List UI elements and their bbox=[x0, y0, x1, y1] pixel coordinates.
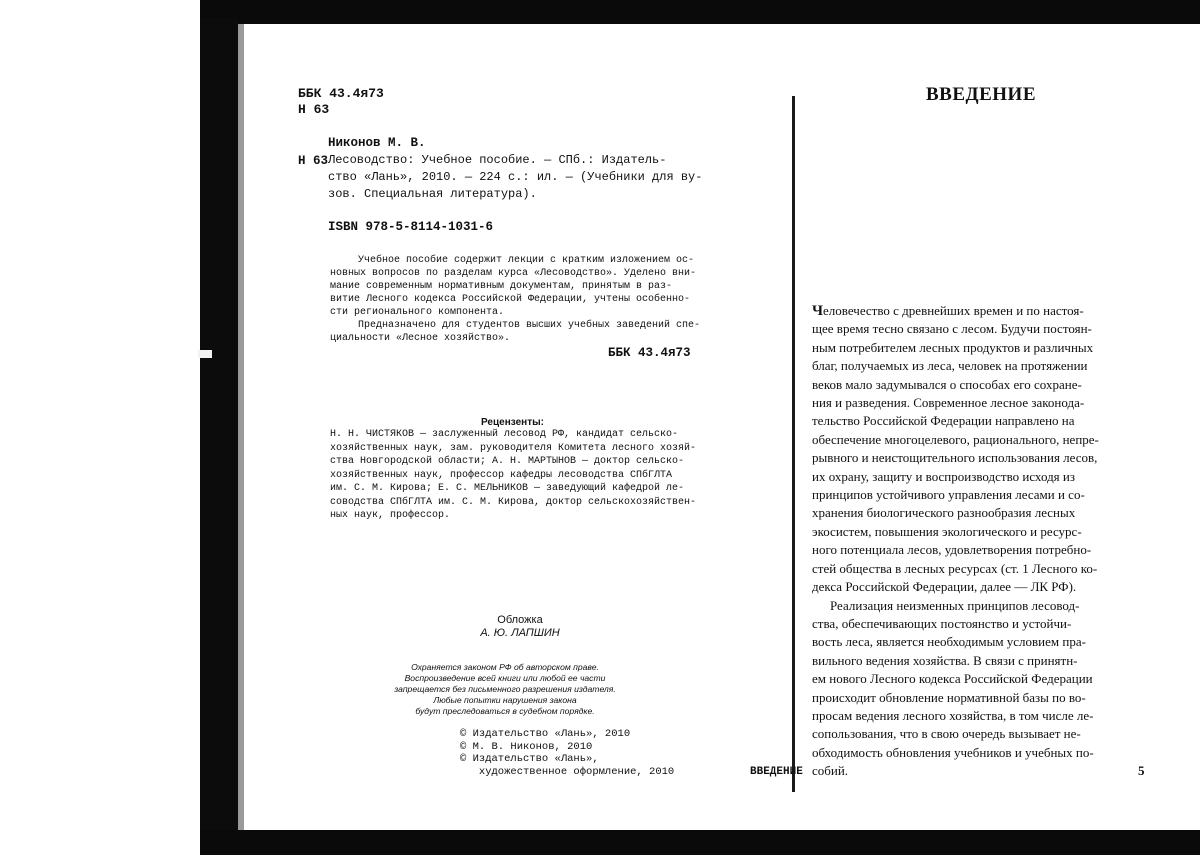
cover-label: Обложка bbox=[497, 614, 543, 626]
copyright-line: © М. В. Никонов, 2010 bbox=[460, 740, 593, 753]
first-line-text: еловечество с древнейших времен и по настоя- bbox=[823, 303, 1084, 318]
paragraph-line: сопользования, что в свою очередь вызывает не- bbox=[812, 726, 1081, 742]
abstract bbox=[330, 254, 701, 345]
paragraph-line: щее время тесно связано с лесом. Будучи постоян- bbox=[812, 321, 1092, 337]
paragraph-line: тельство Российской Федерации направлено на bbox=[812, 413, 1075, 429]
copyright-notice bbox=[360, 662, 650, 717]
abstract-line: Предназначено для студентов высших учебных заведений спе- bbox=[358, 320, 701, 331]
copyright-block bbox=[460, 728, 674, 778]
drop-cap: Ч bbox=[812, 303, 824, 319]
paragraph-line: ния и разведения. Современное лесное законода- bbox=[812, 395, 1085, 411]
paragraph-line: вость леса, является необходимым условием пра- bbox=[812, 634, 1086, 650]
bib-line: Лесоводство: Учебное пособие. — СПб.: Издатель- bbox=[328, 153, 667, 167]
paragraph-line: просам ведения лесного хозяйства, в том числе ле- bbox=[812, 707, 1094, 723]
paragraph-line: веков мало задумывался о способах его сохране- bbox=[812, 376, 1082, 392]
author-mark: Н 63 bbox=[298, 102, 330, 117]
bbk-code: ББК 43.4я73 bbox=[298, 86, 384, 101]
reviewer-line: ных наук, профессор. bbox=[330, 510, 451, 521]
running-head: ВВЕДЕНИЕ bbox=[750, 766, 803, 778]
copyright-line: художественное оформление, 2010 bbox=[460, 765, 675, 778]
abstract-line: витие Лесного кодекса Российской Федерации, учтены особенно- bbox=[330, 294, 691, 305]
scan-border-bottom bbox=[200, 830, 1200, 855]
notice-line: запрещается без письменного разрешения издателя. bbox=[394, 684, 616, 694]
notice-line: Охраняется законом РФ об авторском праве. bbox=[411, 662, 599, 672]
reviewer-line: соводства СПбГЛТА им. С. М. Кирова, доктор сельскохозяйствен- bbox=[330, 496, 697, 508]
abstract-line: новных вопросов по разделам курса «Лесоводство». Уделено вни- bbox=[330, 268, 697, 279]
reviewers-heading: Рецензенты: bbox=[481, 417, 544, 428]
paragraph-line: принципов устойчивого управления лесами и со- bbox=[812, 487, 1085, 503]
page-number: 5 bbox=[1138, 763, 1145, 778]
reviewers-list bbox=[330, 428, 695, 523]
notice-line: Воспроизведение всей книги или любой ее части bbox=[404, 673, 606, 683]
paragraph-line: благ, получаемых из леса, человек на протяжении bbox=[812, 358, 1088, 374]
bib-line: ство «Лань», 2010. — 224 с.: ил. — (Учебники для ву- bbox=[328, 170, 703, 184]
scan-edge-highlight bbox=[238, 24, 244, 830]
reviewer-line: хозяйственных наук, зам. руководителя Комитета лесного хозяй- bbox=[330, 442, 697, 454]
reviewer-line: ства Новгородской области; А. Н. МАРТЫНОВ — доктор сельско- bbox=[330, 456, 685, 467]
intro-text bbox=[812, 302, 1157, 781]
scan-border-top bbox=[200, 0, 1200, 24]
paragraph-line: вильного ведения хозяйства. В связи с принятн- bbox=[812, 652, 1078, 668]
book-gutter bbox=[792, 96, 795, 792]
reviewer-line: хозяйственных наук, профессор кафедры лесоводства СПбГЛТА bbox=[330, 469, 673, 481]
paragraph-line: происходит обновление нормативной базы по во- bbox=[812, 689, 1086, 705]
reviewer-line: Н. Н. ЧИСТЯКОВ — заслуженный лесовод РФ, кандидат сельско- bbox=[330, 429, 679, 440]
reviewer-line: им. С. М. Кирова; Е. С. МЕЛЬНИКОВ — заведующий кафедрой ле- bbox=[330, 483, 685, 494]
paragraph-line bbox=[812, 302, 1157, 320]
paragraph-line: Реализация неизменных принципов лесовод- bbox=[830, 597, 1080, 613]
abstract-line: сти регионального компонента. bbox=[330, 307, 505, 318]
notice-line: Любые попытки нарушения закона bbox=[433, 695, 577, 705]
paragraph-line: ем нового Лесного кодекса Российской Федерации bbox=[812, 671, 1093, 687]
paragraph-line: ного потенциала лесов, удовлетворения потребно- bbox=[812, 542, 1092, 558]
abstract-line: мание современным нормативным документам, принятым в раз- bbox=[330, 281, 673, 292]
abstract-line: Учебное пособие содержит лекции с кратким изложением ос- bbox=[358, 255, 695, 266]
abstract-line: циальности «Лесное хозяйство». bbox=[330, 333, 511, 344]
scan-notch bbox=[198, 350, 212, 358]
paragraph-line: стей общества в лесных ресурсах (ст. 1 Лесного ко- bbox=[812, 560, 1098, 576]
paragraph-line: хранения биологического разнообразия лесных bbox=[812, 505, 1076, 521]
paragraph-line: декса Российской Федерации, далее — ЛК РФ). bbox=[812, 579, 1077, 595]
copyright-line: © Издательство «Лань», 2010 bbox=[460, 728, 631, 740]
paragraph-line: обходимость обновления учебников и учебных по- bbox=[812, 744, 1094, 760]
paragraph-line: собий. bbox=[812, 763, 849, 779]
notice-line: будут преследоваться в судебном порядке. bbox=[415, 706, 595, 716]
paragraph-line: обеспечение многоцелевого, рационального, непре- bbox=[812, 431, 1099, 447]
scan-border-left bbox=[200, 18, 238, 838]
isbn: ISBN 978-5-8114-1031-6 bbox=[328, 220, 494, 234]
copyright-line: © Издательство «Лань», bbox=[460, 753, 599, 765]
bib-line: зов. Специальная литература). bbox=[328, 187, 537, 201]
paragraph-line: ным потребителем лесных продуктов и различных bbox=[812, 339, 1094, 355]
author-name: Никонов М. В. bbox=[328, 136, 426, 150]
paragraph-line: рывного и неистощительного использования лесов, bbox=[812, 450, 1098, 466]
paragraph-line: их охрану, защиту и воспроизводство исходя из bbox=[812, 468, 1076, 484]
bbk-code-bottom: ББК 43.4я73 bbox=[608, 346, 691, 360]
paragraph-line: экосистем, повышения экологического и ресурс- bbox=[812, 523, 1082, 539]
chapter-title: ВВЕДЕНИЕ bbox=[926, 84, 1036, 105]
bibliographic-entry bbox=[328, 152, 703, 203]
bib-mark: Н 63 bbox=[298, 154, 329, 168]
paragraph-line: ства, обеспечивающих постоянство и устойчи- bbox=[812, 615, 1072, 631]
cover-designer: А. Ю. ЛАПШИН bbox=[480, 627, 560, 639]
